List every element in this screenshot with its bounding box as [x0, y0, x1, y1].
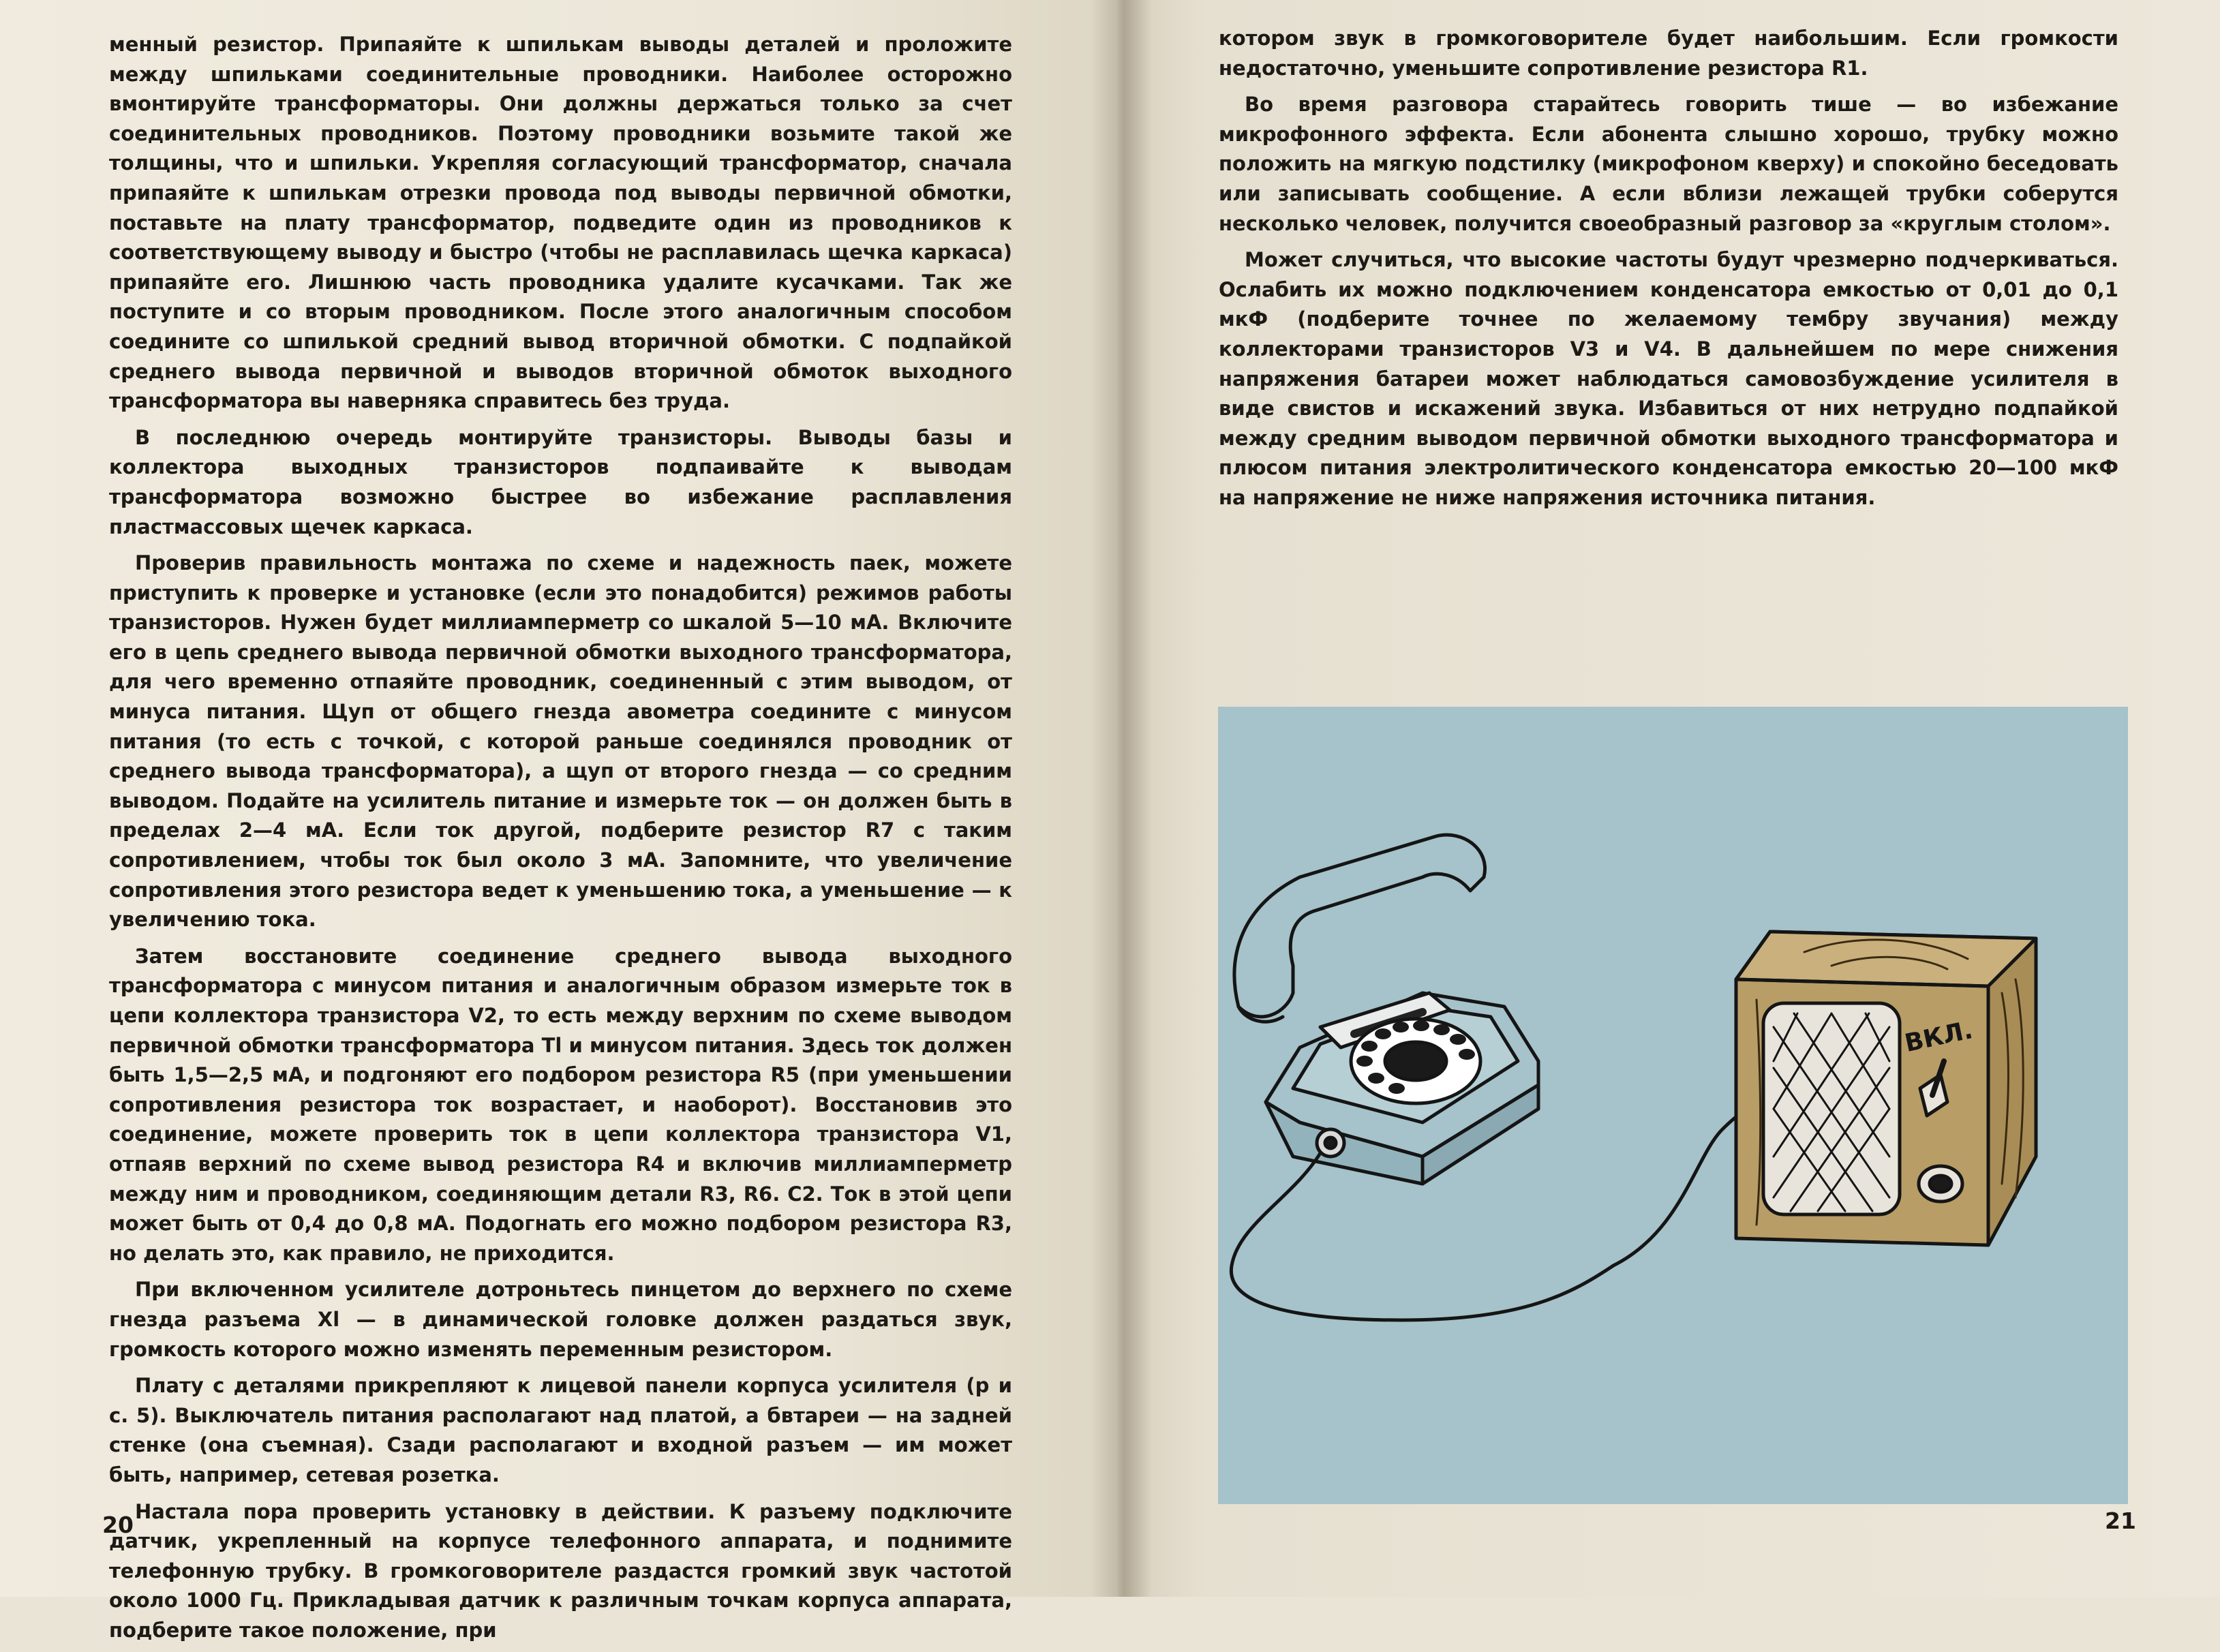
switch-label: ВКЛ. — [1902, 1016, 1975, 1058]
page-number-left: 20 — [102, 1512, 134, 1538]
paragraph: Затем восстановите соединение среднего вывода выходного трансформатора с минусом питания и аналогичным образом измерьте ток в цепи коллектора транзистора V2, то есть между верхним по схеме выводом первичной обмотки трансформатора Tl и минусом питания. Здесь ток должен быть 1,5—2,5 мА, и подгоняют его подбором резистора R5 (при уменьшении сопротивления резистора ток возрастает, и наоборот). Восстановив это соединение, можете проверить ток в цепи коллектора транзистора V1, отпаяв верхний по схеме вывод резистора R4 и включив миллиамперметр между ним и проводником, соединяющим детали R3, R6. C2. Ток в этой цепи может быть от 0,4 до 0,8 мА. Подогнать его можно подбором резистора R3, но делать это, как правило, не приходится. — [109, 944, 1012, 1265]
paragraph: котором звук в громкоговорителе будет наибольшим. Если громкости недостаточно, уменьшите сопротивление резистора R1. — [1219, 27, 2118, 80]
book-gutter — [1091, 0, 1152, 1597]
paragraph: При включенном усилителе дотроньтесь пинцетом до верхнего по схеме гнезда разъема Xl — в динамической головке должен раздаться звук, громкость которого можно изменять переменным резистором. — [109, 1278, 1012, 1361]
paragraph: Проверив правильность монтажа по схеме и надежность паек, можете приступить к проверке и установке (если это понадобится) режимов работы транзисторов. Нужен будет миллиамперметр со шкалой 5—10 мА. Включите его в цепь среднего вывода первичной обмотки выходного трансформатора, для чего временно отпаяйте проводник, соединенный с этим выводом, от минуса питания. Щуп от общего гнезда авометра соедините с минусом питания (то есть с точкой, с которой раньше соединялся проводник от среднего вывода трансформатора), а щуп от второго гнезда — со средним выводом. Подайте на усилитель питание и измерьте ток — он должен быть в пределах 2—4 мА. Если ток другой, подберите резистор R7 с таким сопротивлением, чтобы ток был около 3 мА. Запомните, что увеличение сопротивления этого резистора ведет к уменьшению тока, а уменьшение — к увеличению тока. — [109, 551, 1012, 932]
paragraph: Настала пора проверить установку в действии. К разъему подключите датчик, укрепленный на корпусе телефонного аппарата, и поднимите телефонную трубку. В громкоговорителе раздастся громкий звук частотой около 1000 Гц. Прикладывая датчик к различным точкам корпуса аппарата, подберите такое положение, при — [109, 1499, 1012, 1642]
page-number-right: 21 — [2105, 1508, 2136, 1534]
illustration-telephone-and-speaker — [1218, 707, 2128, 1504]
paragraph: Может случиться, что высокие частоты будут чрезмерно подчеркиваться. Ослабить их можно подключением конденсатора емкостью от 0,01 до 0,1 мкФ (подберите точнее по желаемому тембру звучания) между коллекторами транзисторов V3 и V4. В дальнейшем по мере снижения напряжения батареи может наблюдаться самовозбуждение усилителя в виде свистов и искажений звука. Избавиться от них нетрудно подпайкой между средним выводом первичной обмотки выходного трансформатора и плюсом питания электролитического конденсатора емкостью 20—100 мкФ на напряжение не ниже напряжения источника питания. — [1219, 248, 2118, 509]
left-page-text — [109, 30, 1012, 1652]
telephone-illustration — [1231, 835, 1804, 1320]
speaker-box-illustration — [1736, 932, 2036, 1245]
paragraph: Во время разговора старайтесь говорить тише — во избежание микрофонного эффекта. Если абонента слышно хорошо, трубку можно положить на мягкую подстилку (микрофоном кверху) и спокойно беседовать или записывать сообщение. А если вблизи лежащей трубки соберутся несколько человек, получится своеобразный разговор за «круглым столом». — [1219, 93, 2118, 235]
paragraph: Плату с деталями прикрепляют к лицевой панели корпуса усилителя (р и с. 5). Выключатель питания располагают над платой, а бвтареи — на задней стенке (она съемная). Сзади располагают и входной разъем — им может быть, например, сетевая розетка. — [109, 1374, 1012, 1486]
paragraph: менный резистор. Припаяйте к шпилькам выводы деталей и проложите между шпильками соединительные проводники. Наиболее осторожно вмонтируйте трансформаторы. Они должны держаться только за счет соединительных проводников. Поэтому проводники возьмите такой же толщины, что и шпильки. Укрепляя согласующий трансформатор, сначала припаяйте к шпилькам отрезки провода под выводы первичной обмотки, поставьте на плату трансформатор, подведите один из проводников к соответствующему выводу и быстро (чтобы не расплавилась щечка каркаса) припаяйте его. Лишнюю часть проводника удалите кусачками. Так же поступите и со вторым проводником. После этого аналогичным способом соедините со шпилькой средний вывод вторичной обмотки. С подпайкой среднего вывода первичной и выводов вторичной обмоток выходного трансформатора вы наверняка справитесь без труда. — [109, 33, 1012, 413]
right-page-text — [1219, 24, 2118, 520]
paragraph: В последнюю очередь монтируйте транзисторы. Выводы базы и коллектора выходных транзисторов подпаивайте к выводам трансформатора возможно быстрее во избежание расплавления пластмассовых щечек каркаса. — [109, 425, 1012, 538]
